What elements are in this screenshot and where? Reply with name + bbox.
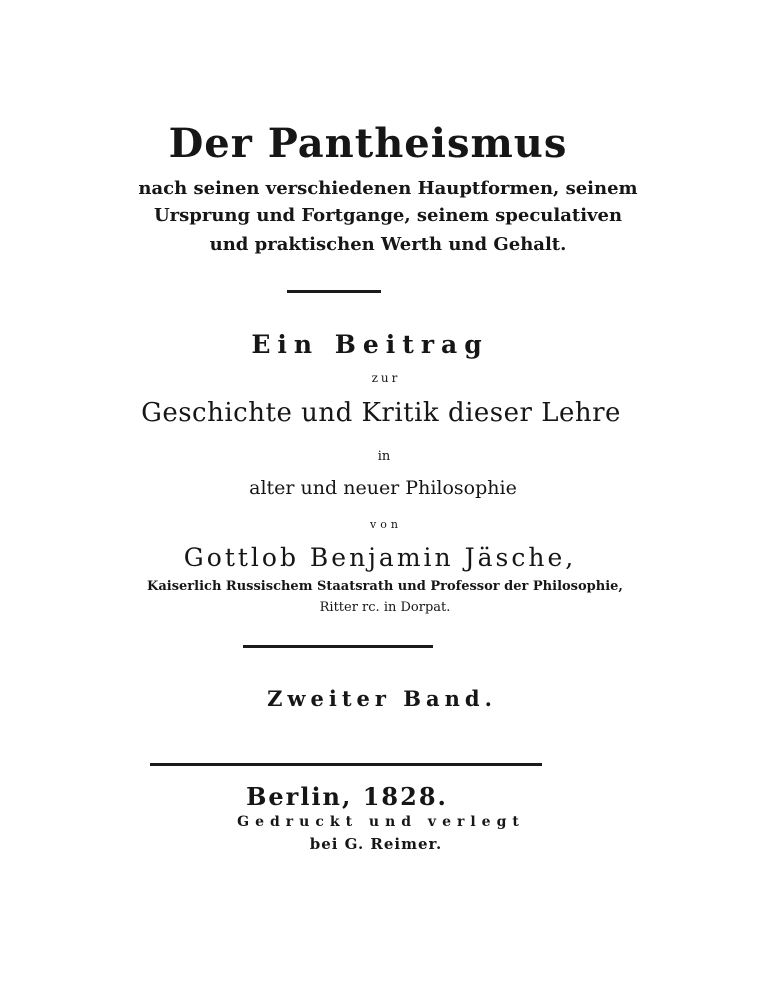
subtitle-line-2: Ursprung und Fortgange, seinem speculativen: [153, 205, 623, 226]
contribution-heading: Ein Beitrag: [251, 330, 489, 359]
philosophy-line: alter und neuer Philosophie: [249, 477, 517, 499]
author-role-line-1: Kaiserlich Russischem Staatsrath und Professor der Philosophie,: [147, 579, 623, 594]
publisher-name: bei G. Reimer.: [309, 835, 443, 853]
divider-rule-bottom: [150, 763, 542, 766]
divider-rule-top: [287, 290, 381, 293]
subtitle-line-1: nach seinen verschiedenen Hauptformen, seinem: [138, 178, 638, 199]
connector-von: von: [370, 518, 402, 531]
place-and-year: Berlin, 1828.: [246, 782, 448, 811]
author-role-line-2: Ritter rc. in Dorpat.: [319, 600, 451, 615]
history-heading: Geschichte und Kritik dieser Lehre: [141, 398, 621, 428]
book-title: Der Pantheismus: [168, 120, 568, 167]
subtitle-line-3: und praktischen Werth und Gehalt.: [209, 234, 567, 255]
connector-in: in: [377, 449, 391, 464]
author-name: Gottlob Benjamin Jäsche,: [183, 543, 577, 572]
volume-label: Zweiter Band.: [267, 686, 497, 711]
divider-rule-middle: [243, 645, 433, 648]
printed-by: Gedruckt und verlegt: [237, 814, 525, 830]
connector-zur: zur: [371, 371, 401, 385]
